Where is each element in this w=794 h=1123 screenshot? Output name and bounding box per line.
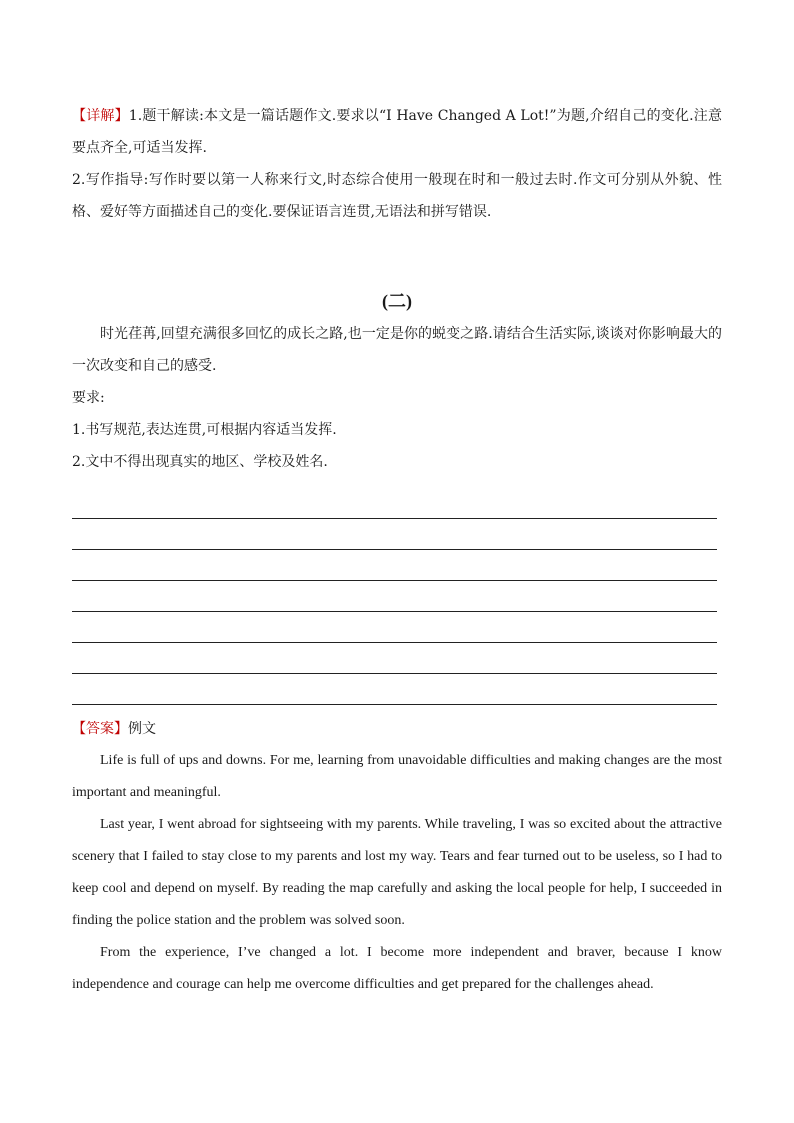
writing-line[interactable]	[72, 674, 717, 705]
explanation-tag: 【详解】	[72, 108, 129, 124]
section-title: (二)	[382, 291, 412, 311]
answer-paragraph-2: Last year, I went abroad for sightseeing with my parents. While traveling, I was so excited about the attractive scenery that I failed to stay close to my parents and lost my way. Tears and fear turned out to be useless, so I had to keep cool and depend on myself. By reading the map carefully and asking the local people for help, I succeeded in finding the police station and the problem was solved soon.	[72, 817, 722, 928]
writing-line[interactable]	[72, 643, 717, 674]
answer-paragraph-3: From the experience, I’ve changed a lot. I become more independent and braver, because I know independence and courage can help me overcome difficulties and get prepared for the challenges ahead.	[72, 945, 722, 992]
explanation-text-1: 1.题干解读:本文是一篇话题作文.要求以“I Have Changed A Lot!”为题,介绍自己的变化.注意要点齐全,可适当发挥.	[72, 108, 722, 156]
explanation-paragraph-1	[72, 100, 722, 164]
answer-label: 例文	[128, 721, 156, 737]
writing-line[interactable]	[72, 488, 717, 519]
writing-line[interactable]	[72, 612, 717, 643]
requirement-2: 2.文中不得出现真实的地区、学校及姓名.	[72, 454, 328, 470]
answer-tag: 【答案】	[72, 721, 128, 737]
explanation-paragraph-2: 2.写作指导:写作时要以第一人称来行文,时态综合使用一般现在时和一般过去时.作文可分别从外貌、性格、爱好等方面描述自己的变化.要保证语言连贯,无语法和拼写错误.	[72, 172, 722, 220]
section-spacer	[72, 228, 722, 286]
writing-lines[interactable]	[72, 488, 717, 705]
writing-line[interactable]	[72, 581, 717, 612]
answer-heading	[72, 713, 722, 745]
requirements-label: 要求:	[72, 390, 105, 406]
answer-paragraph-1: Life is full of ups and downs. For me, learning from unavoidable difficulties and making changes are the most important and meaningful.	[72, 753, 722, 800]
writing-prompt: 时光荏苒,回望充满很多回忆的成长之路,也一定是你的蜕变之路.请结合生活实际,谈谈对你影响最大的一次改变和自己的感受.	[72, 326, 722, 374]
writing-line[interactable]	[72, 550, 717, 581]
requirement-1: 1.书写规范,表达连贯,可根据内容适当发挥.	[72, 422, 337, 438]
document-page	[72, 100, 722, 1001]
writing-line[interactable]	[72, 519, 717, 550]
